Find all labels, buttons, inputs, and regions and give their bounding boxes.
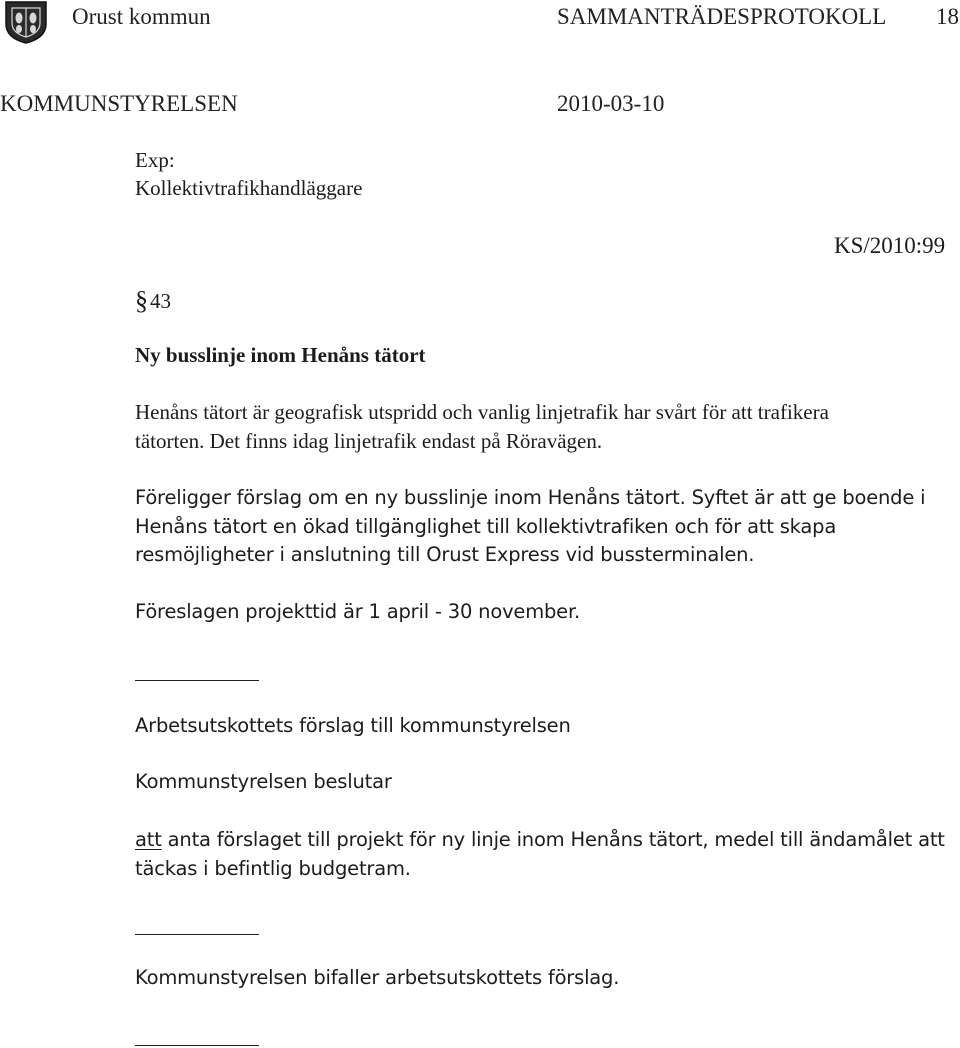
board-name: KOMMUNSTYRELSEN bbox=[0, 91, 238, 116]
decision-line-text: anta förslaget till projekt för ny linje inom Henåns tätort, medel till ändamålet att bbox=[161, 828, 945, 851]
municipality-name: Orust kommun bbox=[72, 4, 211, 29]
meeting-date: 2010-03-10 bbox=[557, 91, 665, 116]
decision-keyword: att bbox=[135, 828, 162, 851]
decision-line bbox=[135, 826, 955, 855]
agenda-title: Ny busslinje inom Henåns tätort bbox=[135, 343, 426, 367]
decision-heading: Kommunstyrelsen beslutar bbox=[135, 770, 392, 793]
final-decision: Kommunstyrelsen bifaller arbetsutskottets förslag. bbox=[135, 966, 620, 989]
paragraph-line: Henåns tätort en ökad tillgänglighet till kollektivtrafiken och för att skapa bbox=[135, 514, 837, 538]
background-paragraph bbox=[135, 398, 955, 455]
paragraph-line: Föreligger förslag om en ny busslinje inom Henåns tätort. Syftet är att ge boende i bbox=[135, 486, 926, 509]
section-divider bbox=[135, 1045, 259, 1046]
working-committee-heading: Arbetsutskottets förslag till kommunstyrelsen bbox=[135, 714, 571, 737]
case-number: KS/2010:99 bbox=[834, 233, 946, 258]
paragraph-line: resmöjligheter i anslutning till Orust Express vid bussterminalen. bbox=[135, 543, 755, 566]
section-divider bbox=[135, 934, 259, 935]
expedition-label: Exp: bbox=[135, 148, 175, 172]
page-number: 18 bbox=[936, 4, 959, 29]
decision-line: täckas i befintlig budgetram. bbox=[135, 856, 411, 880]
project-period-paragraph bbox=[135, 598, 955, 627]
paragraph-line: Henåns tätort är geografisk utspridd och vanlig linjetrafik har svårt för att trafikera bbox=[135, 400, 829, 424]
section-sign: § bbox=[135, 286, 148, 315]
expedition-recipient: Kollektivtrafikhandläggare bbox=[135, 176, 363, 200]
paragraph-line: Föreslagen projekttid är 1 april - 30 november. bbox=[135, 600, 581, 623]
municipal-coat-of-arms-icon bbox=[0, 0, 52, 44]
proposal-paragraph bbox=[135, 484, 955, 570]
section-divider bbox=[135, 680, 259, 681]
section-number: 43 bbox=[150, 289, 171, 313]
document-type: SAMMANTRÄDESPROTOKOLL bbox=[557, 4, 887, 29]
decision-text bbox=[135, 826, 955, 883]
paragraph-line: tätorten. Det finns idag linjetrafik endast på Röravägen. bbox=[135, 428, 603, 453]
